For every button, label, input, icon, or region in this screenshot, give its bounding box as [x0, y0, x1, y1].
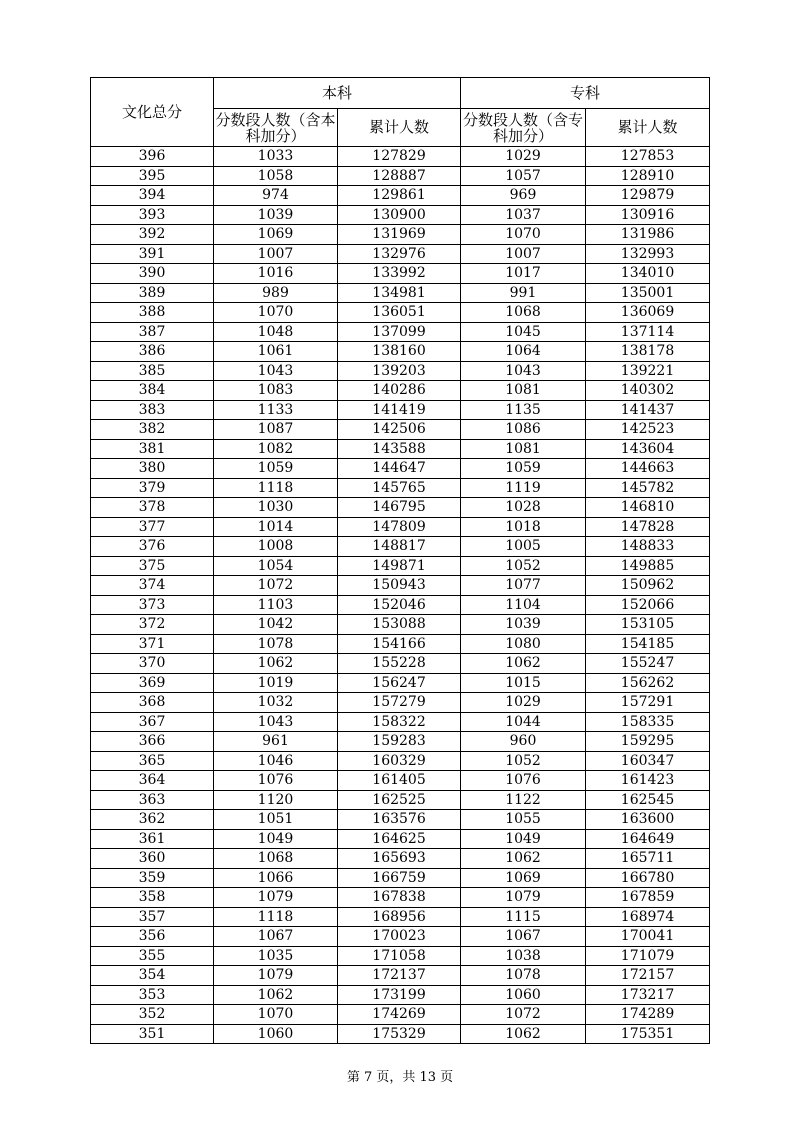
score-cell: 367 [91, 712, 214, 732]
header-junior-count: 分数段人数（含专科加分） [461, 109, 586, 147]
junior-cumulative-cell: 134010 [586, 264, 710, 284]
junior-cumulative-cell: 132993 [586, 244, 710, 264]
score-cell: 371 [91, 634, 214, 654]
undergrad-count-cell: 1035 [214, 946, 338, 966]
score-cell: 373 [91, 595, 214, 615]
undergrad-cumulative-cell: 127829 [338, 147, 461, 167]
junior-cumulative-cell: 130916 [586, 205, 710, 225]
junior-count-cell: 960 [461, 732, 586, 752]
junior-cumulative-cell: 166780 [586, 868, 710, 888]
junior-count-cell: 1077 [461, 576, 586, 596]
undergrad-cumulative-cell: 133992 [338, 264, 461, 284]
table-row [91, 322, 710, 342]
junior-count-cell: 1015 [461, 673, 586, 693]
junior-count-cell: 1057 [461, 166, 586, 186]
junior-cumulative-cell: 173217 [586, 985, 710, 1005]
junior-cumulative-cell: 135001 [586, 283, 710, 303]
table-row [91, 478, 710, 498]
undergrad-cumulative-cell: 145765 [338, 478, 461, 498]
score-cell: 369 [91, 673, 214, 693]
table-row [91, 1024, 710, 1044]
score-cell: 390 [91, 264, 214, 284]
table-row [91, 186, 710, 206]
table-row [91, 244, 710, 264]
undergrad-cumulative-cell: 166759 [338, 868, 461, 888]
undergrad-cumulative-cell: 149871 [338, 556, 461, 576]
score-cell: 383 [91, 400, 214, 420]
undergrad-cumulative-cell: 129861 [338, 186, 461, 206]
undergrad-cumulative-cell: 173199 [338, 985, 461, 1005]
undergrad-cumulative-cell: 163576 [338, 810, 461, 830]
junior-count-cell: 1045 [461, 322, 586, 342]
junior-count-cell: 1067 [461, 927, 586, 947]
junior-cumulative-cell: 163600 [586, 810, 710, 830]
junior-count-cell: 1122 [461, 790, 586, 810]
junior-count-cell: 1029 [461, 147, 586, 167]
junior-cumulative-cell: 152066 [586, 595, 710, 615]
undergrad-cumulative-cell: 160329 [338, 751, 461, 771]
undergrad-cumulative-cell: 144647 [338, 459, 461, 479]
table-row [91, 459, 710, 479]
table-row [91, 576, 710, 596]
undergrad-cumulative-cell: 165693 [338, 849, 461, 869]
undergrad-cumulative-cell: 128887 [338, 166, 461, 186]
undergrad-cumulative-cell: 131969 [338, 225, 461, 245]
undergrad-cumulative-cell: 171058 [338, 946, 461, 966]
score-cell: 379 [91, 478, 214, 498]
undergrad-count-cell: 961 [214, 732, 338, 752]
table-row [91, 303, 710, 323]
undergrad-count-cell: 1118 [214, 478, 338, 498]
undergrad-count-cell: 989 [214, 283, 338, 303]
table-row [91, 420, 710, 440]
junior-cumulative-cell: 149885 [586, 556, 710, 576]
table-row [91, 342, 710, 362]
score-distribution-table [90, 77, 710, 1044]
table-row [91, 205, 710, 225]
junior-count-cell: 1060 [461, 985, 586, 1005]
score-cell: 356 [91, 927, 214, 947]
undergrad-cumulative-cell: 174269 [338, 1005, 461, 1025]
table-row [91, 946, 710, 966]
undergrad-cumulative-cell: 159283 [338, 732, 461, 752]
table-row [91, 654, 710, 674]
score-cell: 372 [91, 615, 214, 635]
undergrad-cumulative-cell: 156247 [338, 673, 461, 693]
junior-count-cell: 1062 [461, 654, 586, 674]
undergrad-cumulative-cell: 152046 [338, 595, 461, 615]
junior-count-cell: 1081 [461, 439, 586, 459]
score-cell: 389 [91, 283, 214, 303]
junior-count-cell: 1043 [461, 361, 586, 381]
undergrad-count-cell: 1072 [214, 576, 338, 596]
table-row [91, 771, 710, 791]
junior-count-cell: 1052 [461, 751, 586, 771]
undergrad-count-cell: 1068 [214, 849, 338, 869]
junior-count-cell: 1059 [461, 459, 586, 479]
score-cell: 391 [91, 244, 214, 264]
table-row [91, 400, 710, 420]
undergrad-count-cell: 1043 [214, 712, 338, 732]
undergrad-count-cell: 1058 [214, 166, 338, 186]
score-cell: 386 [91, 342, 214, 362]
junior-cumulative-cell: 129879 [586, 186, 710, 206]
junior-cumulative-cell: 138178 [586, 342, 710, 362]
junior-count-cell: 1038 [461, 946, 586, 966]
undergrad-count-cell: 1066 [214, 868, 338, 888]
undergrad-count-cell: 1051 [214, 810, 338, 830]
score-cell: 352 [91, 1005, 214, 1025]
table-row [91, 732, 710, 752]
score-cell: 392 [91, 225, 214, 245]
score-cell: 388 [91, 303, 214, 323]
table-row [91, 907, 710, 927]
undergrad-cumulative-cell: 168956 [338, 907, 461, 927]
undergrad-count-cell: 1061 [214, 342, 338, 362]
junior-cumulative-cell: 159295 [586, 732, 710, 752]
undergrad-cumulative-cell: 175329 [338, 1024, 461, 1044]
table-row [91, 283, 710, 303]
junior-cumulative-cell: 136069 [586, 303, 710, 323]
undergrad-cumulative-cell: 155228 [338, 654, 461, 674]
score-cell: 376 [91, 537, 214, 557]
score-cell: 355 [91, 946, 214, 966]
junior-count-cell: 1049 [461, 829, 586, 849]
undergrad-count-cell: 1103 [214, 595, 338, 615]
junior-count-cell: 1029 [461, 693, 586, 713]
undergrad-cumulative-cell: 143588 [338, 439, 461, 459]
undergrad-count-cell: 1070 [214, 1005, 338, 1025]
table-row [91, 537, 710, 557]
undergrad-count-cell: 1078 [214, 634, 338, 654]
junior-count-cell: 1018 [461, 517, 586, 537]
undergrad-count-cell: 1039 [214, 205, 338, 225]
table-row [91, 166, 710, 186]
score-cell: 368 [91, 693, 214, 713]
score-cell: 361 [91, 829, 214, 849]
table-row [91, 673, 710, 693]
header-junior-cumulative: 累计人数 [586, 109, 710, 147]
undergrad-count-cell: 1007 [214, 244, 338, 264]
score-cell: 365 [91, 751, 214, 771]
score-cell: 358 [91, 888, 214, 908]
undergrad-cumulative-cell: 148817 [338, 537, 461, 557]
junior-cumulative-cell: 127853 [586, 147, 710, 167]
undergrad-count-cell: 1054 [214, 556, 338, 576]
score-cell: 393 [91, 205, 214, 225]
junior-count-cell: 1068 [461, 303, 586, 323]
junior-count-cell: 1079 [461, 888, 586, 908]
junior-cumulative-cell: 160347 [586, 751, 710, 771]
header-junior-group: 专科 [461, 78, 710, 109]
score-cell: 382 [91, 420, 214, 440]
score-cell: 385 [91, 361, 214, 381]
junior-cumulative-cell: 146810 [586, 498, 710, 518]
table-row [91, 615, 710, 635]
junior-count-cell: 1072 [461, 1005, 586, 1025]
junior-count-cell: 1044 [461, 712, 586, 732]
undergrad-count-cell: 1043 [214, 361, 338, 381]
score-cell: 354 [91, 966, 214, 986]
undergrad-cumulative-cell: 139203 [338, 361, 461, 381]
score-cell: 370 [91, 654, 214, 674]
junior-cumulative-cell: 175351 [586, 1024, 710, 1044]
junior-cumulative-cell: 142523 [586, 420, 710, 440]
junior-cumulative-cell: 140302 [586, 381, 710, 401]
junior-count-cell: 1119 [461, 478, 586, 498]
junior-cumulative-cell: 147828 [586, 517, 710, 537]
junior-count-cell: 1086 [461, 420, 586, 440]
junior-cumulative-cell: 156262 [586, 673, 710, 693]
junior-cumulative-cell: 158335 [586, 712, 710, 732]
junior-cumulative-cell: 137114 [586, 322, 710, 342]
junior-cumulative-cell: 154185 [586, 634, 710, 654]
table-row [91, 1005, 710, 1025]
undergrad-cumulative-cell: 158322 [338, 712, 461, 732]
junior-cumulative-cell: 172157 [586, 966, 710, 986]
junior-count-cell: 1069 [461, 868, 586, 888]
junior-cumulative-cell: 162545 [586, 790, 710, 810]
undergrad-cumulative-cell: 162525 [338, 790, 461, 810]
junior-cumulative-cell: 155247 [586, 654, 710, 674]
junior-cumulative-cell: 141437 [586, 400, 710, 420]
undergrad-count-cell: 1062 [214, 654, 338, 674]
undergrad-cumulative-cell: 137099 [338, 322, 461, 342]
score-cell: 387 [91, 322, 214, 342]
junior-cumulative-cell: 139221 [586, 361, 710, 381]
junior-cumulative-cell: 174289 [586, 1005, 710, 1025]
undergrad-count-cell: 1060 [214, 1024, 338, 1044]
undergrad-count-cell: 1019 [214, 673, 338, 693]
undergrad-cumulative-cell: 164625 [338, 829, 461, 849]
undergrad-count-cell: 1062 [214, 985, 338, 1005]
junior-count-cell: 1062 [461, 849, 586, 869]
undergrad-count-cell: 1059 [214, 459, 338, 479]
header-undergrad-count: 分数段人数（含本科加分） [215, 110, 336, 145]
junior-cumulative-cell: 171079 [586, 946, 710, 966]
junior-count-cell: 1005 [461, 537, 586, 557]
table-row [91, 888, 710, 908]
junior-cumulative-cell: 143604 [586, 439, 710, 459]
junior-count-cell: 1070 [461, 225, 586, 245]
table-row [91, 849, 710, 869]
junior-cumulative-cell: 131986 [586, 225, 710, 245]
header-total-score: 文化总分 [91, 78, 214, 147]
table-row [91, 264, 710, 284]
junior-cumulative-cell: 164649 [586, 829, 710, 849]
table-row [91, 829, 710, 849]
score-cell: 381 [91, 439, 214, 459]
junior-cumulative-cell: 168974 [586, 907, 710, 927]
undergrad-count-cell: 1042 [214, 615, 338, 635]
table-row [91, 966, 710, 986]
undergrad-cumulative-cell: 172137 [338, 966, 461, 986]
junior-count-cell: 1081 [461, 381, 586, 401]
undergrad-count-cell: 1076 [214, 771, 338, 791]
undergrad-count-cell: 1069 [214, 225, 338, 245]
undergrad-cumulative-cell: 150943 [338, 576, 461, 596]
table-row [91, 868, 710, 888]
junior-count-cell: 1064 [461, 342, 586, 362]
score-cell: 359 [91, 868, 214, 888]
undergrad-count-cell: 1133 [214, 400, 338, 420]
undergrad-count-cell: 1070 [214, 303, 338, 323]
table-row [91, 790, 710, 810]
score-cell: 375 [91, 556, 214, 576]
score-cell: 360 [91, 849, 214, 869]
undergrad-count-cell: 1032 [214, 693, 338, 713]
table-row [91, 439, 710, 459]
junior-cumulative-cell: 145782 [586, 478, 710, 498]
junior-cumulative-cell: 161423 [586, 771, 710, 791]
undergrad-count-cell: 1118 [214, 907, 338, 927]
score-cell: 366 [91, 732, 214, 752]
score-cell: 374 [91, 576, 214, 596]
undergrad-cumulative-cell: 132976 [338, 244, 461, 264]
junior-cumulative-cell: 165711 [586, 849, 710, 869]
undergrad-count-cell: 1082 [214, 439, 338, 459]
undergrad-count-cell: 974 [214, 186, 338, 206]
undergrad-cumulative-cell: 153088 [338, 615, 461, 635]
junior-count-cell: 1076 [461, 771, 586, 791]
junior-cumulative-cell: 153105 [586, 615, 710, 635]
table-row [91, 712, 710, 732]
undergrad-cumulative-cell: 136051 [338, 303, 461, 323]
table-row [91, 225, 710, 245]
score-cell: 351 [91, 1024, 214, 1044]
table-header [91, 78, 710, 147]
header-undergrad-cumulative: 累计人数 [338, 109, 461, 147]
score-cell: 364 [91, 771, 214, 791]
undergrad-count-cell: 1120 [214, 790, 338, 810]
junior-count-cell: 1028 [461, 498, 586, 518]
undergrad-count-cell: 1030 [214, 498, 338, 518]
score-cell: 362 [91, 810, 214, 830]
undergrad-count-cell: 1016 [214, 264, 338, 284]
junior-count-cell: 1104 [461, 595, 586, 615]
undergrad-cumulative-cell: 146795 [338, 498, 461, 518]
table-row [91, 498, 710, 518]
undergrad-cumulative-cell: 154166 [338, 634, 461, 654]
score-cell: 396 [91, 147, 214, 167]
junior-count-cell: 1039 [461, 615, 586, 635]
undergrad-cumulative-cell: 167838 [338, 888, 461, 908]
junior-count-cell: 991 [461, 283, 586, 303]
junior-count-cell: 1052 [461, 556, 586, 576]
undergrad-cumulative-cell: 147809 [338, 517, 461, 537]
undergrad-count-cell: 1014 [214, 517, 338, 537]
table-row [91, 361, 710, 381]
undergrad-count-cell: 1087 [214, 420, 338, 440]
junior-count-cell: 1007 [461, 244, 586, 264]
score-cell: 380 [91, 459, 214, 479]
junior-cumulative-cell: 150962 [586, 576, 710, 596]
undergrad-count-cell: 1083 [214, 381, 338, 401]
junior-cumulative-cell: 144663 [586, 459, 710, 479]
score-cell: 378 [91, 498, 214, 518]
undergrad-count-cell: 1049 [214, 829, 338, 849]
table-body [91, 147, 710, 1044]
undergrad-count-cell: 1048 [214, 322, 338, 342]
junior-count-cell: 969 [461, 186, 586, 206]
undergrad-count-cell: 1079 [214, 966, 338, 986]
table-row [91, 595, 710, 615]
header-row-groups [91, 78, 710, 109]
table-row [91, 517, 710, 537]
junior-count-cell: 1080 [461, 634, 586, 654]
score-cell: 363 [91, 790, 214, 810]
page-footer: 第 7 页，共 13 页 [346, 1070, 454, 1085]
junior-count-cell: 1115 [461, 907, 586, 927]
table-row [91, 985, 710, 1005]
undergrad-count-cell: 1033 [214, 147, 338, 167]
undergrad-cumulative-cell: 142506 [338, 420, 461, 440]
undergrad-count-cell: 1067 [214, 927, 338, 947]
junior-count-cell: 1037 [461, 205, 586, 225]
junior-cumulative-cell: 148833 [586, 537, 710, 557]
score-cell: 384 [91, 381, 214, 401]
score-cell: 353 [91, 985, 214, 1005]
junior-cumulative-cell: 157291 [586, 693, 710, 713]
table-row [91, 810, 710, 830]
score-cell: 394 [91, 186, 214, 206]
junior-count-cell: 1135 [461, 400, 586, 420]
undergrad-cumulative-cell: 157279 [338, 693, 461, 713]
junior-cumulative-cell: 170041 [586, 927, 710, 947]
table-row [91, 927, 710, 947]
table-row [91, 381, 710, 401]
undergrad-count-cell: 1079 [214, 888, 338, 908]
undergrad-cumulative-cell: 140286 [338, 381, 461, 401]
junior-cumulative-cell: 128910 [586, 166, 710, 186]
undergrad-cumulative-cell: 141419 [338, 400, 461, 420]
junior-count-cell: 1062 [461, 1024, 586, 1044]
undergrad-cumulative-cell: 138160 [338, 342, 461, 362]
score-cell: 357 [91, 907, 214, 927]
table-row [91, 556, 710, 576]
table-row [91, 147, 710, 167]
table-row [91, 693, 710, 713]
header-undergrad-group: 本科 [214, 78, 461, 109]
table-row [91, 751, 710, 771]
junior-count-cell: 1017 [461, 264, 586, 284]
undergrad-cumulative-cell: 170023 [338, 927, 461, 947]
junior-count-cell: 1055 [461, 810, 586, 830]
score-cell: 395 [91, 166, 214, 186]
undergrad-count-cell: 1008 [214, 537, 338, 557]
score-cell: 377 [91, 517, 214, 537]
undergrad-count-cell: 1046 [214, 751, 338, 771]
junior-cumulative-cell: 167859 [586, 888, 710, 908]
junior-count-cell: 1078 [461, 966, 586, 986]
undergrad-cumulative-cell: 130900 [338, 205, 461, 225]
undergrad-cumulative-cell: 161405 [338, 771, 461, 791]
table-row [91, 634, 710, 654]
undergrad-cumulative-cell: 134981 [338, 283, 461, 303]
